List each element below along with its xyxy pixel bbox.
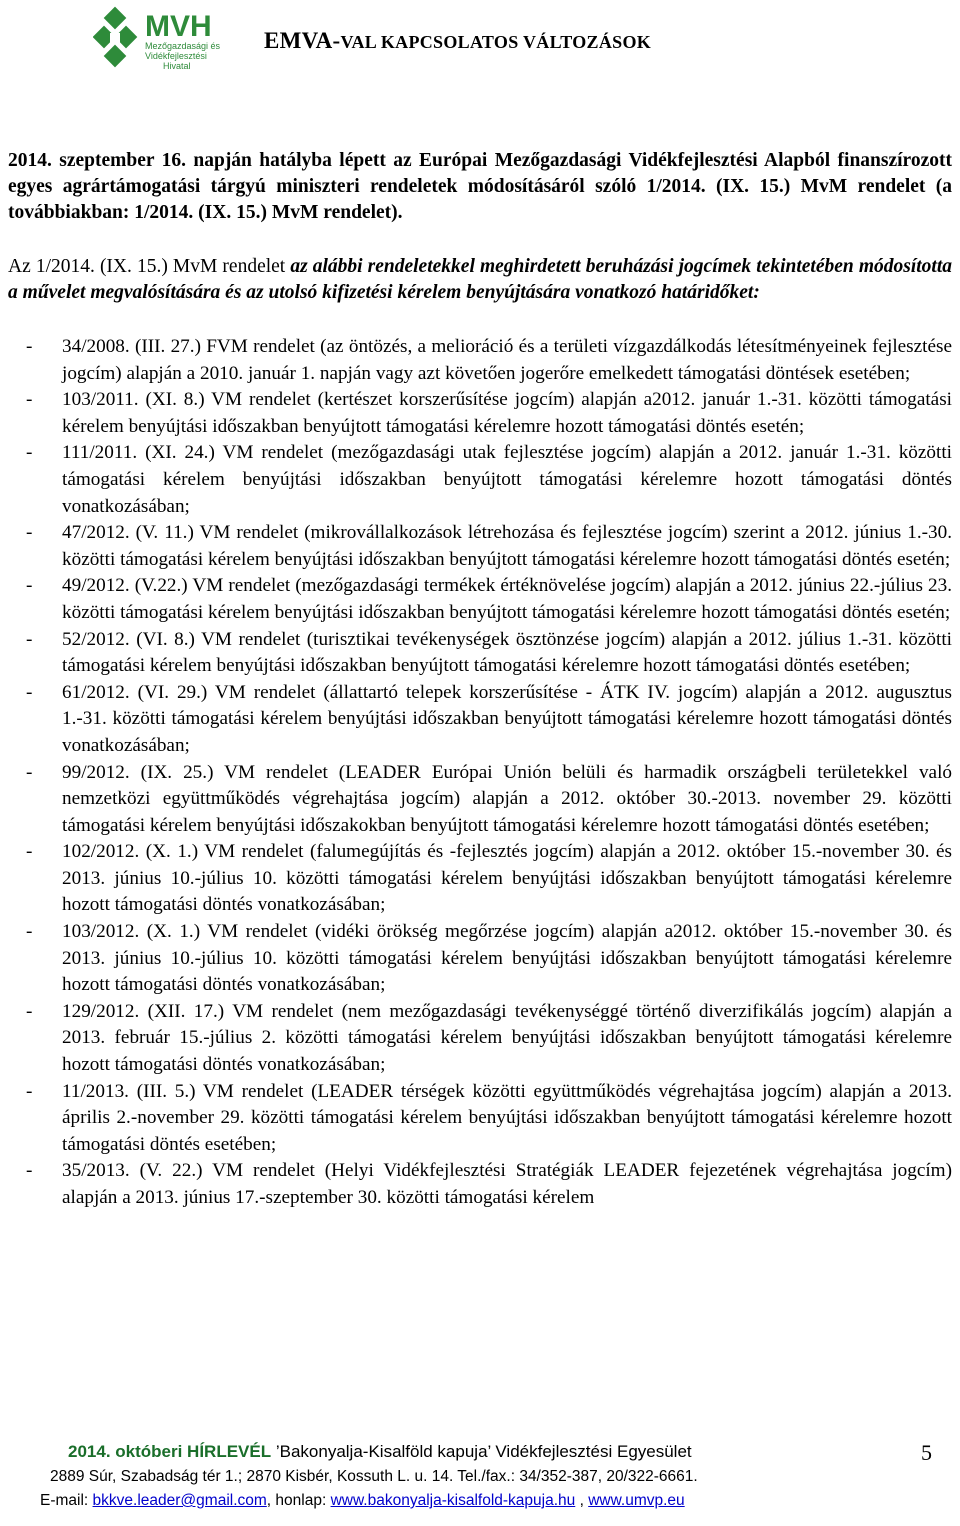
umvp-link[interactable]: www.umvp.eu [588, 1492, 685, 1509]
footer-contacts: E-mail: bkkve.leader@gmail.com, honlap: www.bakonyalja-kisalfold-kapuja.hu , www.umvp.eu [40, 1492, 685, 1509]
list-item: - 103/2011. (XI. 8.) VM rendelet (kertészet korszerűsítése jogcím) alapján a2012. január 1.-31. közötti támogatási kérelem benyújtási időszakban benyújtott támogatási kérelemre hozott támogatási döntés esetén; [26, 389, 952, 437]
page-number: 5 [921, 1440, 932, 1465]
page-footer [0, 1440, 960, 1526]
page-header [0, 0, 960, 120]
footer-newsletter-line: 2014. októberi HÍRLEVÉL ’Bakonyalja-Kisalföld kapuja’ Vidékfejlesztési Egyesület [68, 1442, 692, 1461]
list-item: - 47/2012. (V. 11.) VM rendelet (mikrovállalkozások létrehozása és fejlesztése jogcím) szerint a 2012. június 1.-30. közötti támogatási kérelem benyújtási időszakban benyújtott támogatási kérelemre hozott támogatási döntés esetén; [26, 522, 952, 570]
email-link[interactable]: bkkve.leader@gmail.com [92, 1492, 267, 1509]
list-item: - 49/2012. (V.22.) VM rendelet (mezőgazdasági termékek értéknövelése jogcím) alapján a 2012. június 22.-július 23. közötti támogatási kérelem benyújtási időszakban benyújtott támogatási kérelemre hozott támogatási döntés esetén; [26, 575, 952, 623]
list-item: - 52/2012. (VI. 8.) VM rendelet (turisztikai tevékenységek ösztönzése jogcím) alapján a 2012. július 1.-31. közötti támogatási kérelem benyújtási időszakban benyújtott támogatási kérelemre hozott támogatási döntés esetében; [26, 628, 952, 677]
logo-text: MVH [145, 10, 212, 43]
list-item: - 11/2013. (III. 5.) VM rendelet (LEADER térségek közötti együttműködés végrehajtása jogcím) alapján a 2013. április 2.-november 29. közötti támogatási kérelem benyújtási időszakban benyújtott támogatási kérelemre hozott támogatási döntés esetében; [26, 1080, 952, 1155]
svg-text:Mezőgazdasági és: Mezőgazdasági és [145, 41, 221, 51]
intro-paragraph: 2014. szeptember 16. napján hatályba lépett az Európai Mezőgazdasági Vidékfejlesztési Alapból finanszírozott egyes agrártámogatási tárgyú miniszteri rendeletek módosításáról szóló 1/2014. (IX. 15.) MvM rendelet (a továbbiakban: 1/2014. (IX. 15.) MvM rendelet). [8, 150, 952, 223]
list-item: - 103/2012. (X. 1.) VM rendelet (vidéki örökség megőrzése jogcím) alapján a2012. október 15.-november 30. és 2013. június 10.-július 10. közötti támogatási kérelem benyújtási időszakban benyújtott támogatási kérelemre hozott támogatási döntés vonatkozásában; [26, 921, 952, 996]
list-item: - 102/2012. (X. 1.) VM rendelet (falumegújítás és -fejlesztés jogcím) alapján a 2012. október 15.-november 30. és 2013. június 10.-július 10. közötti támogatási kérelem benyújtási időszakban benyújtott támogatási kérelemre hozott támogatási döntés vonatkozásában; [26, 841, 952, 916]
footer-address: 2889 Súr, Szabadság tér 1.; 2870 Kisbér, Kossuth L. u. 14. Tel./fax.: 34/352-387, 20/322-6661. [50, 1468, 698, 1485]
mvh-logo [93, 6, 243, 72]
list-item: - 129/2012. (XII. 17.) VM rendelet (nem mezőgazdasági tevékenységgé történő diverzifikálás jogcím) alapján a 2013. február 15.-július 2. közötti támogatási kérelem benyújtási időszakban benyújtott támogatási kérelemre hozott támogatási döntés vonatkozásában; [26, 1000, 952, 1076]
list-item: - 99/2012. (IX. 25.) VM rendelet (LEADER Európai Unión belüli és harmadik országbeli területekkel való nemzetközi együttműködés végrehajtása jogcím) alapján a 2012. október 30.-2013. november 29. közötti támogatási kérelem benyújtási időszakokban benyújtott támogatási kérelemre hozott támogatási döntés esetében; [26, 761, 952, 836]
list-item: - 35/2013. (V. 22.) VM rendelet (Helyi Vidékfejlesztési Stratégiák LEADER fejezetének végrehajtása jogcím) alapján a 2013. június 17.-szeptember 30. közötti támogatási kérelem [26, 1160, 952, 1208]
list-item: - 61/2012. (VI. 29.) VM rendelet (állattartó telepek korszerűsítése - ÁTK IV. jogcím) alapján a 2012. augusztus 1.-31. közötti támogatási kérelem benyújtási időszakban benyújtott támogatási kérelemre hozott támogatási döntés vonatkozásában; [26, 681, 952, 756]
website-link[interactable]: www.bakonyalja-kisalfold-kapuja.hu [330, 1492, 576, 1509]
list-item: - 111/2011. (XI. 24.) VM rendelet (mezőgazdasági utak fejlesztése jogcím) alapján a 2012. január 1.-31. közötti támogatási kérelem benyújtási időszakban benyújtott támogatási kérelemre hozott támogatási döntés vonatkozásában; [26, 442, 952, 517]
svg-text:Hivatal: Hivatal [163, 61, 191, 71]
list-item: - 34/2008. (III. 27.) FVM rendelet (az öntözés, a melioráció és a területi vízgazdálkodás létesítményeinek fejlesztése jogcím) alapján a 2010. január 1. napján vagy azt követően jogerőre emelkedett támogatási döntések esetében; [26, 336, 952, 384]
regulation-list [8, 334, 952, 1212]
page-header-title: EMVA-VAL KAPCSOLATOS VÁLTOZÁSOK [264, 28, 652, 53]
svg-text:Vidékfejlesztési: Vidékfejlesztési [145, 51, 207, 61]
lead-paragraph: Az 1/2014. (IX. 15.) MvM rendelet az alábbi rendeletekkel meghirdetett beruházási jogcímek tekintetében módosította a művelet megvalósítására és az utolsó kifizetési kérelem benyújtására vonatkozó határidőket: [8, 256, 952, 303]
